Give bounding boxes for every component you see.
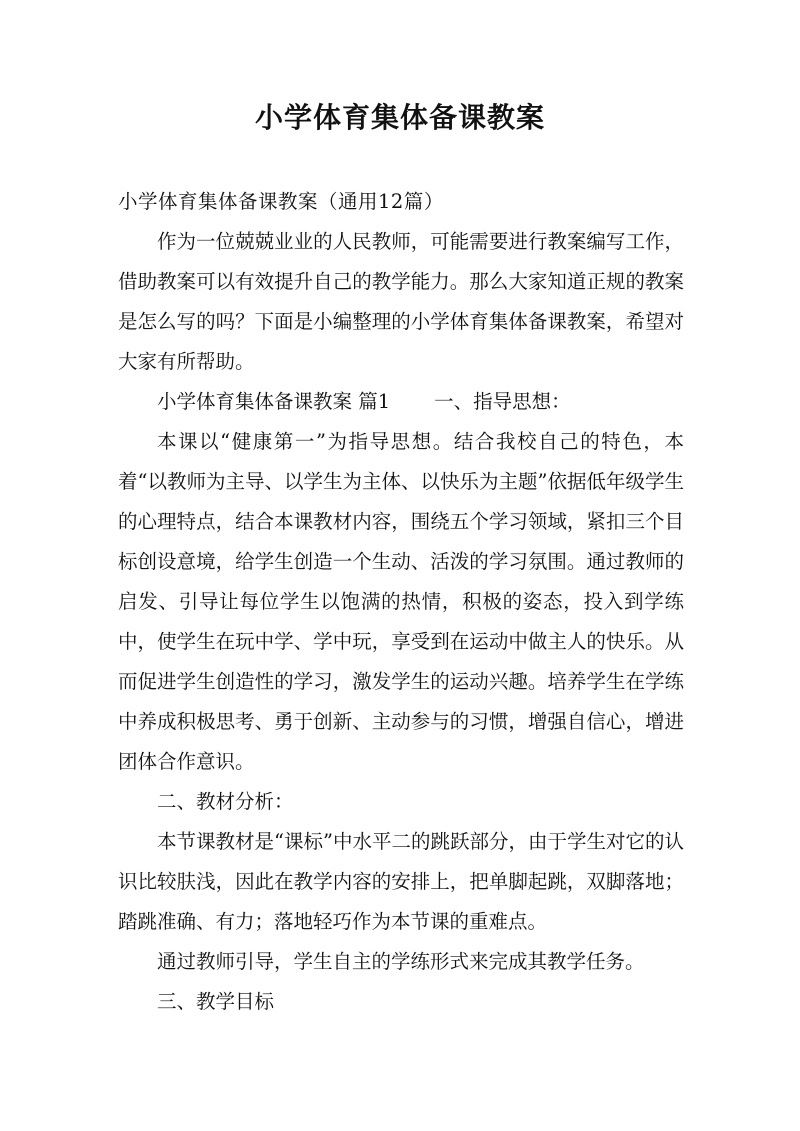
section2-heading: 二、教材分析： — [157, 790, 294, 813]
document-body — [118, 182, 684, 1022]
section2-body: 本节课教材是“课标”中水平二的跳跃部分，由于学生对它的认识比较肤浅，因此在教学内容的安排上，把单脚起跳，双脚落地；踏跳准确、有力；落地轻巧作为本节课的重难点。 — [118, 830, 684, 933]
section2-method: 通过教师引导，学生自主的学练形式来完成其教学任务。 — [157, 950, 645, 973]
section1-body: 本课以“健康第一”为指导思想。结合我校自己的特色，本着“以教师为主导、以学生为主体、以快乐为主题”依据低年级学生的心理特点，结合本课教材内容，围绕五个学习领域，紧扣三个目标创设意境，给学生创造一个生动、活泼的学习氛围。通过教师的启发、引导让每位学生以饱满的热情，积极的姿态，投入到学练中，使学生在玩中学、学中玩，享受到在运动中做主人的快乐。从而促进学生创造性的学习，激发学生的运动兴趣。培养学生在学练中养成积极思考、勇于创新、主动参与的习惯，增强自信心，增进团体合作意识。 — [118, 430, 684, 773]
section3-heading: 三、教学目标 — [157, 990, 275, 1013]
document-title: 小学体育集体备课教案 — [254, 101, 545, 134]
lesson-heading-line — [118, 382, 684, 422]
document-subtitle: 小学体育集体备课教案（通用12篇） — [118, 190, 444, 213]
section1-heading: 一、指导思想： — [434, 390, 571, 413]
lesson-heading: 小学体育集体备课教案 篇1 — [157, 390, 391, 413]
intro-paragraph: 作为一位兢兢业业的人民教师，可能需要进行教案编写工作，借助教案可以有效提升自己的教学能力。那么大家知道正规的教案是怎么写的吗？下面是小编整理的小学体育集体备课教案，希望对大家有所帮助。 — [118, 230, 684, 373]
